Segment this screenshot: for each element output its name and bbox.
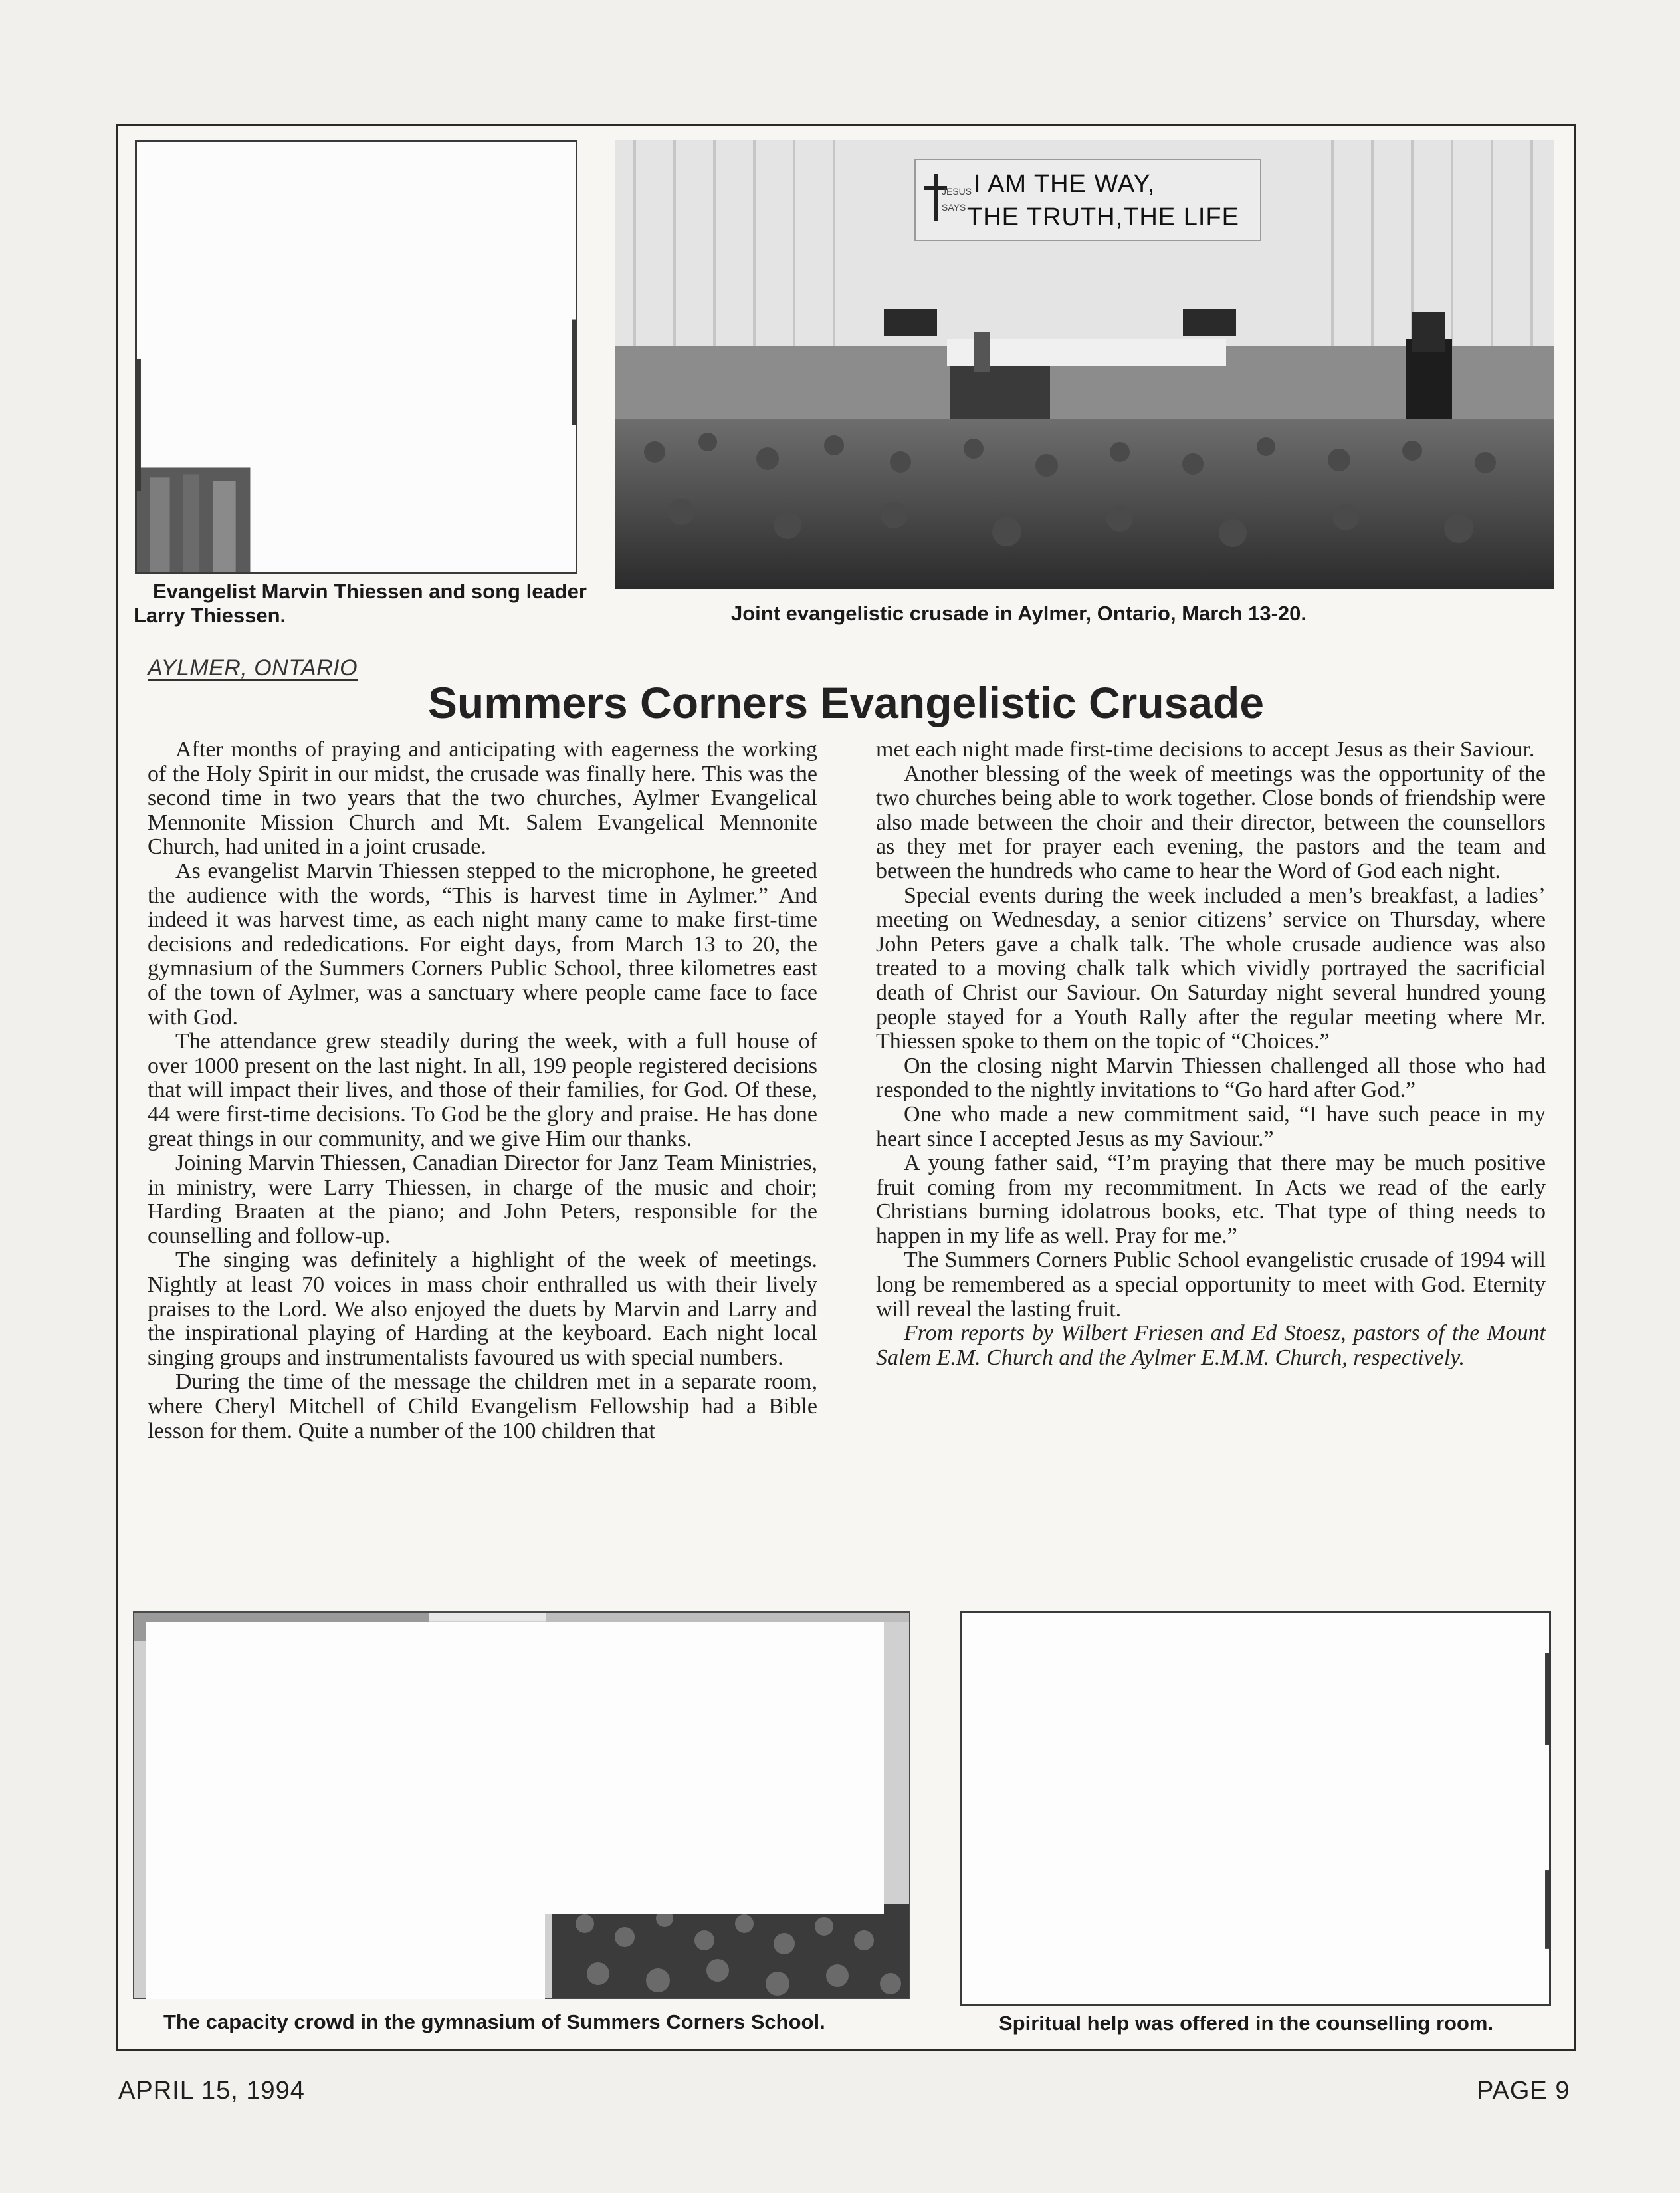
dateline: AYLMER, ONTARIO (148, 655, 358, 681)
article-column-left (148, 738, 817, 1443)
crusade-photo (615, 140, 1554, 589)
footer-date: APRIL 15, 1994 (118, 2077, 305, 2105)
paragraph: The singing was definitely a highlight of the week of meetings. Nightly at least 70 voices in mass choir enthralled us with their lively praises to the Lord. We also enjoyed the duets by Marvin and Larry and the inspirational playing of Harding at the keyboard. Each night local singing groups and instrumentalists favoured us with special numbers. (148, 1248, 817, 1370)
evangelists-caption-line2: Larry Thiessen. (134, 604, 286, 627)
evangelists-caption-line1: Evangelist Marvin Thiessen and song leader (153, 580, 587, 603)
counselling-caption: Spiritual help was offered in the counselling room. (999, 2012, 1494, 2035)
paragraph: Joining Marvin Thiessen, Canadian Director for Janz Team Ministries, in ministry, were Larry Thiessen, in charge of the music and choir; Harding Braaten at the piano; and John Peters, responsible for the counselling and follow-up. (148, 1151, 817, 1248)
banner-small-top: JESUS (942, 186, 972, 197)
article-headline: Summers Corners Evangelistic Crusade (427, 678, 1265, 727)
paragraph: The Summers Corners Public School evangelistic crusade of 1994 will long be remembered as a special opportunity to meet with God. Eternity will reveal the lasting fruit. (876, 1248, 1546, 1322)
article-column-right (876, 738, 1546, 1370)
crusade-caption: Joint evangelistic crusade in Aylmer, Ontario, March 13-20. (731, 602, 1307, 625)
footer-page-number: PAGE 9 (1477, 2077, 1570, 2105)
paragraph: One who made a new commitment said, “I have such peace in my heart since I accepted Jesus as my Saviour.” (876, 1101, 1546, 1151)
counselling-photo (960, 1611, 1551, 2006)
crowd-caption: The capacity crowd in the gymnasium of Summers Corners School. (163, 2010, 825, 2033)
banner-line1: I AM THE WAY, (974, 170, 1156, 198)
evangelists-photo (135, 140, 578, 574)
crowd-photo (133, 1611, 910, 1999)
paragraph-continuation: met each night made first-time decisions to accept Jesus as their Saviour. (876, 737, 1535, 762)
paragraph: As evangelist Marvin Thiessen stepped to the microphone, he greeted the audience with the words, “This is harvest time in Aylmer.” And indeed it was harvest time, as each night many came to make first-time decisions and rededications. For eight days, from March 13 to 20, the gymnasium of the Summers Corners Public School, three kilometres east of the town of Aylmer, was a sanctuary where people came face to face with God. (148, 858, 817, 1030)
paragraph: The attendance grew steadily during the week, with a full house of over 1000 present on the last night. In all, 199 people registered decisions that will impact their lives, and those of their families, for God. Of these, 44 were first-time decisions. To God be the glory and praise. He has done great things in our community, and we give Him our thanks. (148, 1029, 817, 1151)
banner-small-bottom: SAYS (942, 202, 966, 213)
paragraph: A young father said, “I’m praying that there may be much positive fruit coming from my recommitment. In Acts we read of the early Christians burning idolatrous books, etc. That type of thing needs to happen in my life as well. Pray for me.” (876, 1151, 1546, 1248)
paragraph: Another blessing of the week of meetings was the opportunity of the two churches being able to work together. Close bonds of friendship were also made between the choir and their director, between the counsellors as they met for prayer each evening, the pastors and the team and between the hundreds who came to hear the Word of God each night. (876, 761, 1546, 883)
paragraph: On the closing night Marvin Thiessen challenged all those who had responded to the nightly invitations to “Go hard after God.” (876, 1053, 1546, 1103)
paragraph: After months of praying and anticipating with eagerness the working of the Holy Spirit in our midst, the crusade was finally here. This was the second time in two years that the two churches, Aylmer Evangelical Mennonite Mission Church and Mt. Salem Evangelical Mennonite Church, had united in a joint crusade. (148, 737, 817, 860)
paragraph: Special events during the week included a men’s breakfast, a ladies’ meeting on Wednesday, a senior citizens’ service on Thursday, where John Peters gave a chalk talk. The whole crusade audience was also treated to a moving chalk talk which vividly portrayed the sacrificial death of Christ our Saviour. On Saturday night several hundred young people stayed for a Youth Rally after the regular meeting where Mr. Thiessen spoke to them on the topic of “Choices.” (876, 883, 1546, 1054)
banner-line2: THE TRUTH,THE LIFE (967, 203, 1239, 231)
paragraph: During the time of the message the children met in a separate room, where Cheryl Mitchell of Child Evangelism Fellowship had a Bible lesson for them. Quite a number of the 100 children that (148, 1369, 817, 1443)
article-credit: From reports by Wilbert Friesen and Ed Stoesz, pastors of the Mount Salem E.M. Church and the Aylmer E.M.M. Church, respectively. (876, 1321, 1546, 1370)
